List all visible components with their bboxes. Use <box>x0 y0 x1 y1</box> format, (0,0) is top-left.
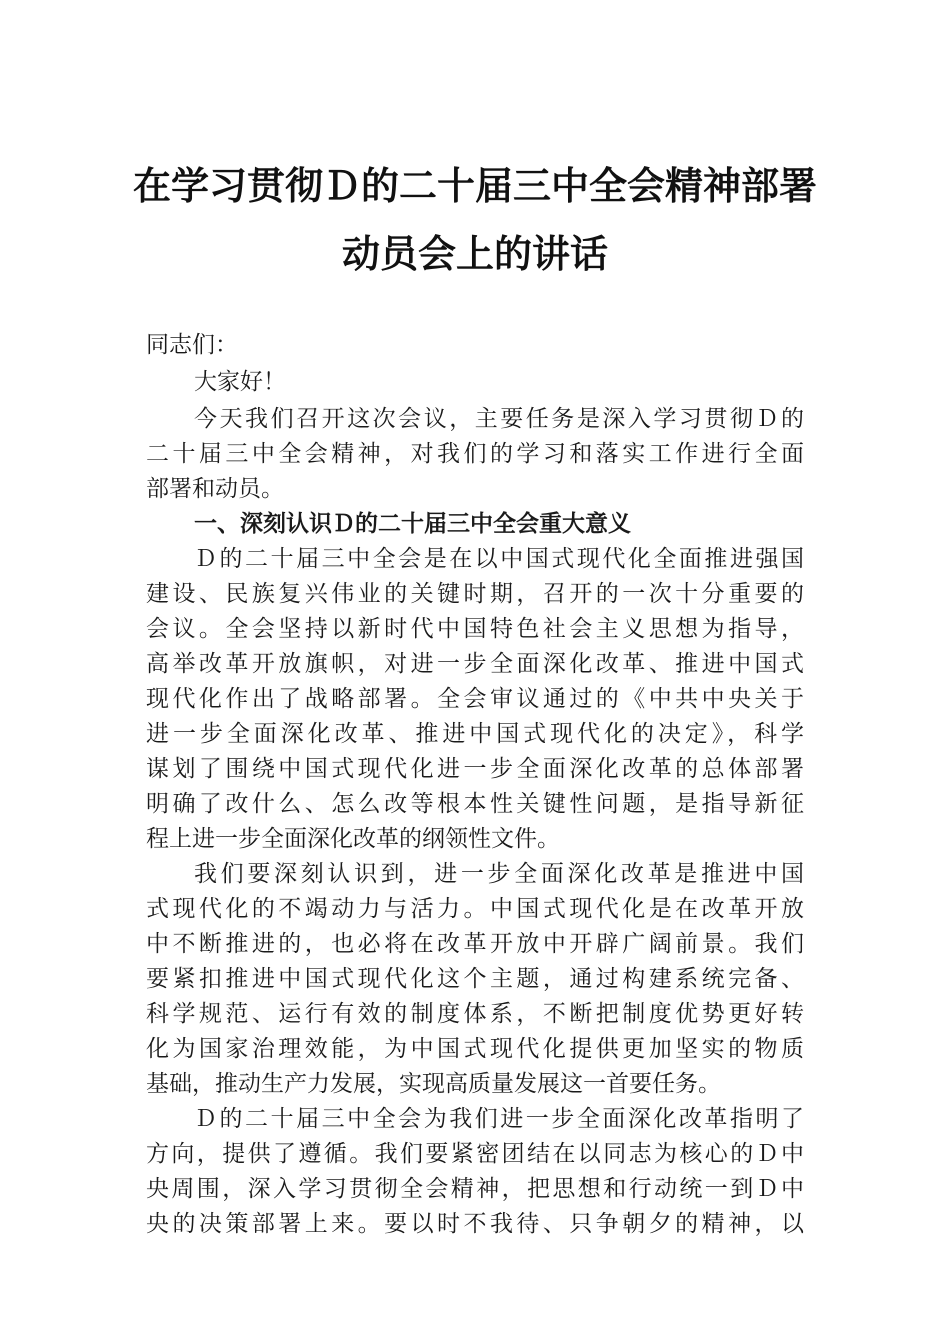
greeting: 大家好！ <box>194 369 286 395</box>
paragraph-line: 央周围，深入学习贯彻全会精神，把思想和行动统一到Ｄ中 <box>146 1176 804 1202</box>
section-heading: 一、深刻认识Ｄ的二十届三中全会重大意义 <box>194 511 631 537</box>
paragraph-line: 明确了改什么、怎么改等根本性关键性问题，是指导新征 <box>146 791 804 817</box>
paragraph-line: Ｄ的二十届三中全会为我们进一步全面深化改革指明了 <box>194 1106 804 1132</box>
paragraph-line: 式现代化的不竭动力与活力。中国式现代化是在改革开放 <box>146 896 804 922</box>
paragraph-line: 要紧扣推进中国式现代化这个主题，通过构建系统完备、 <box>146 966 804 992</box>
paragraph-line: 二十届三中全会精神，对我们的学习和落实工作进行全面 <box>146 441 804 467</box>
paragraph-line: 科学规范、运行有效的制度体系，不断把制度优势更好转 <box>146 1001 804 1027</box>
paragraph-line: 方向，提供了遵循。我们要紧密团结在以同志为核心的Ｄ中 <box>146 1141 804 1167</box>
paragraph-line: 建设、民族复兴伟业的关键时期，召开的一次十分重要的 <box>146 581 804 607</box>
paragraph-line: 会议。全会坚持以新时代中国特色社会主义思想为指导， <box>146 616 804 642</box>
paragraph-line: 央的决策部署上来。要以时不我待、只争朝夕的精神，以 <box>146 1211 804 1237</box>
paragraph-line: 中不断推进的，也必将在改革开放中开辟广阔前景。我们 <box>146 931 804 957</box>
document-title-line-1: 在学习贯彻Ｄ的二十届三中全会精神部署 <box>132 163 817 208</box>
paragraph-line: 今天我们召开这次会议，主要任务是深入学习贯彻Ｄ的 <box>194 406 804 432</box>
paragraph-line: 现代化作出了战略部署。全会审议通过的《中共中央关于 <box>146 686 804 712</box>
paragraph-line: 谋划了围绕中国式现代化进一步全面深化改革的总体部署 <box>146 756 804 782</box>
paragraph-line: 基础，推动生产力发展，实现高质量发展这一首要任务。 <box>146 1071 721 1097</box>
salutation: 同志们： <box>146 332 238 358</box>
document-title-line-2: 动员会上的讲话 <box>341 231 608 276</box>
paragraph-line: 化为国家治理效能，为中国式现代化提供更加坚实的物质 <box>146 1036 804 1062</box>
paragraph-line: 进一步全面深化改革、推进中国式现代化的决定》，科学 <box>146 721 804 747</box>
paragraph-line: 高举改革开放旗帜，对进一步全面深化改革、推进中国式 <box>146 651 804 677</box>
paragraph-line: 部署和动员。 <box>146 476 284 502</box>
paragraph-line: 我们要深刻认识到，进一步全面深化改革是推进中国 <box>194 861 804 887</box>
paragraph-line: 程上进一步全面深化改革的纲领性文件。 <box>146 826 560 852</box>
paragraph-line: Ｄ的二十届三中全会是在以中国式现代化全面推进强国 <box>194 546 804 572</box>
